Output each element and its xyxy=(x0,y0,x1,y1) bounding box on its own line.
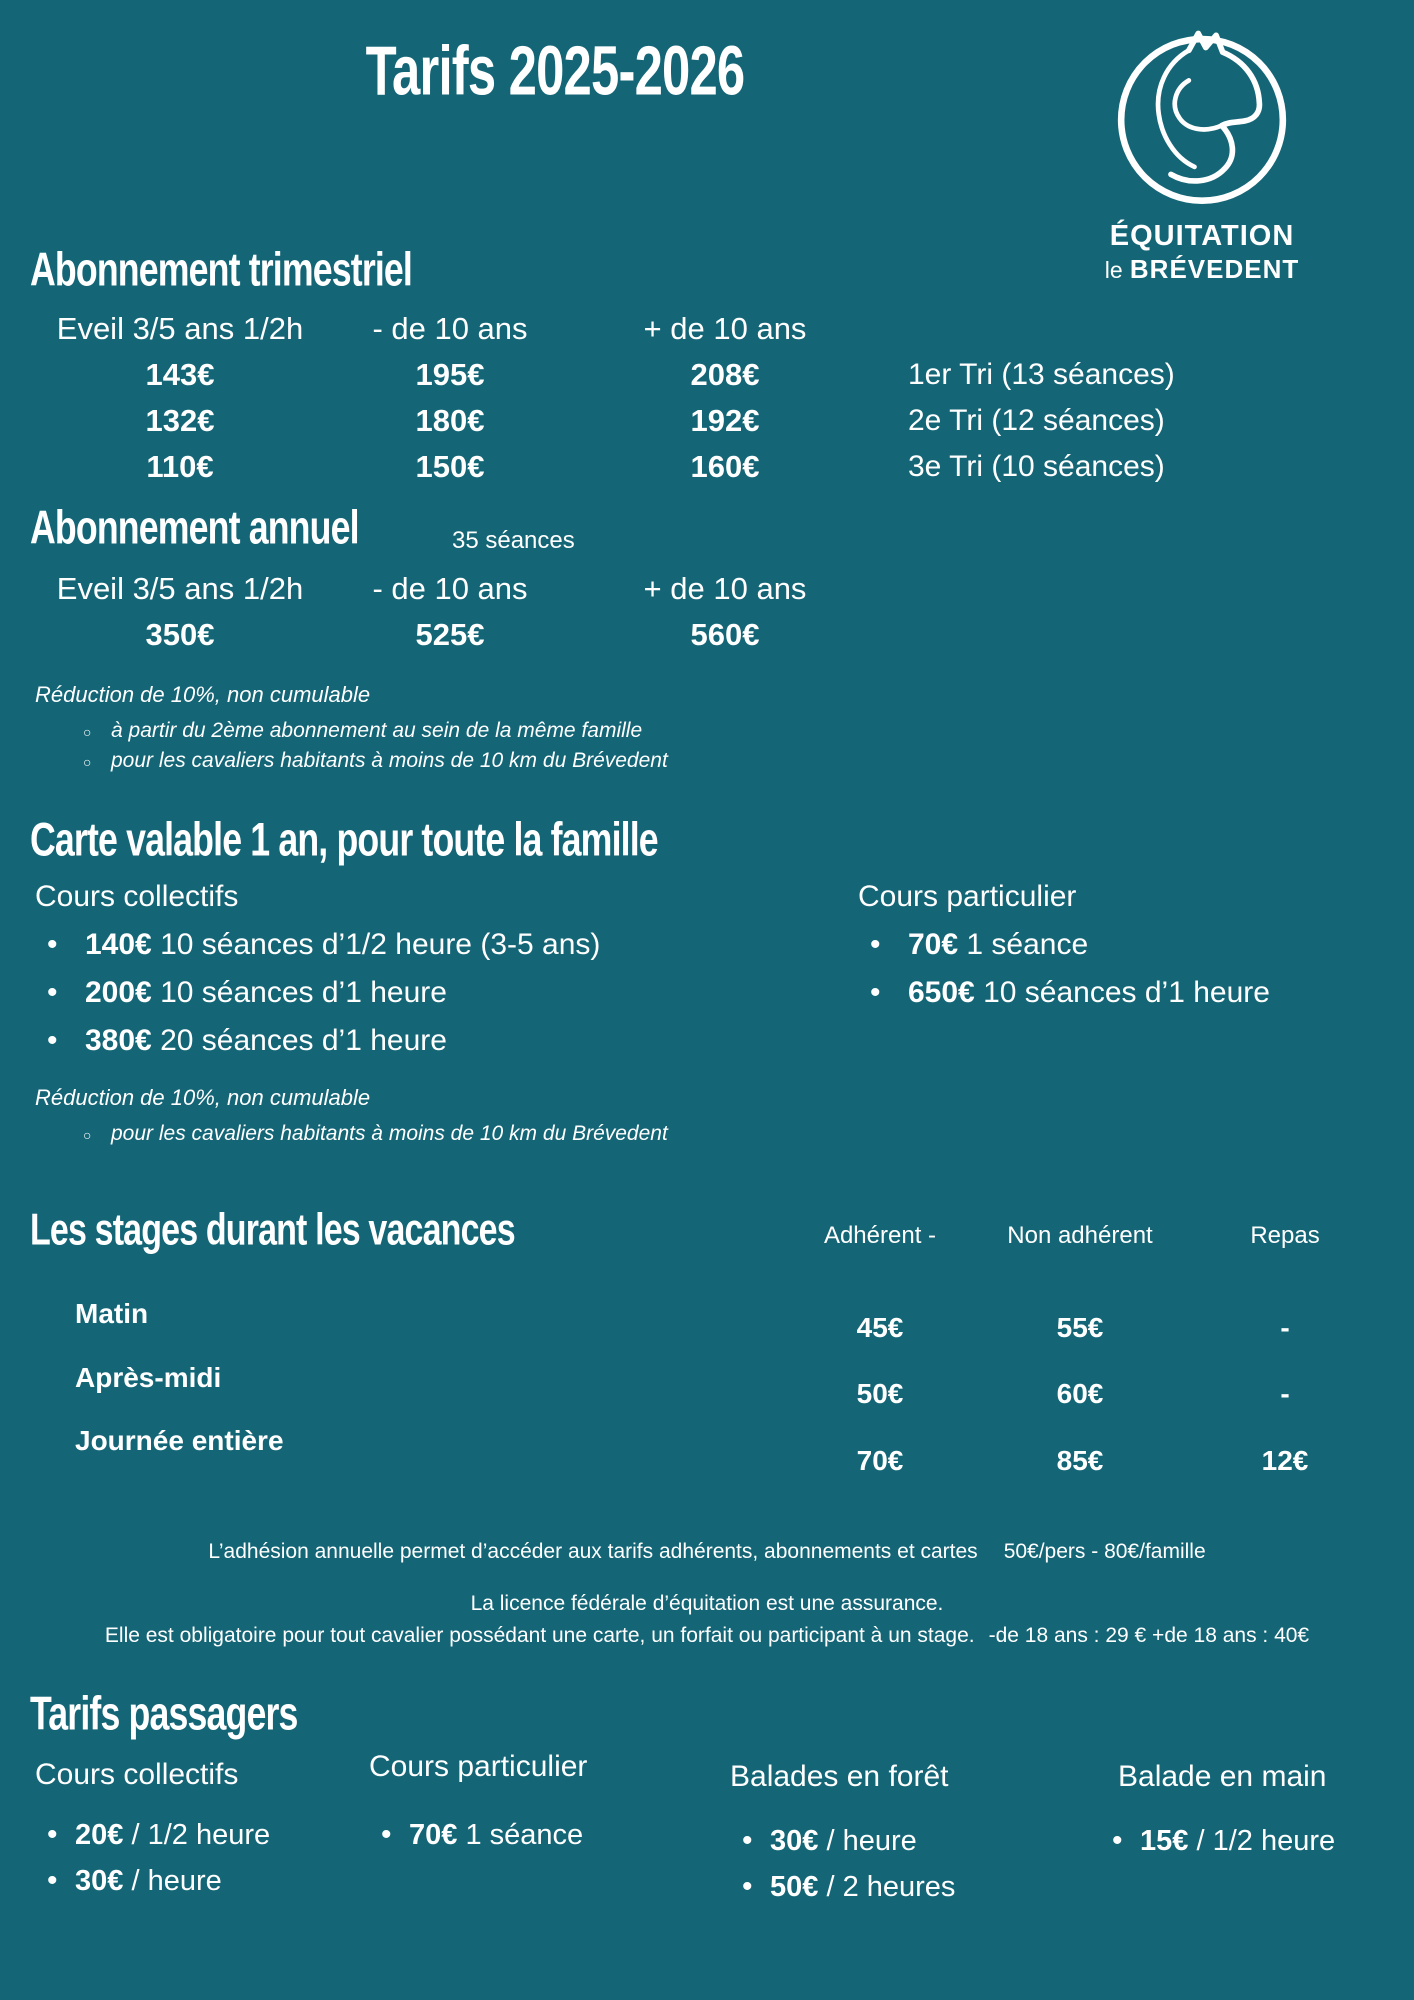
list-item xyxy=(35,1024,695,1058)
list-item: ○ pour les cavaliers habitants à moins de 10 km du Brévedent xyxy=(83,1119,935,1149)
price-cell: 350€ xyxy=(145,617,215,652)
list-item xyxy=(369,1818,709,1852)
price-list xyxy=(35,928,695,1058)
licence-note-line1: La licence fédérale d’équitation est une assurance. xyxy=(470,1592,944,1615)
table-row xyxy=(0,1425,1414,1485)
adhesion-tarif: 50€/pers - 80€/famille xyxy=(1003,1540,1206,1563)
logo-brevedent: BRÉVEDENT xyxy=(1129,254,1300,284)
group-title: Cours particulier xyxy=(369,1750,588,1783)
section-heading-passagers: Tarifs passagers xyxy=(30,1687,298,1740)
group-title: Cours particulier xyxy=(858,880,1077,913)
list-item: ○ à partir du 2ème abonnement au sein de la même famille xyxy=(83,716,935,746)
list-item xyxy=(35,928,695,962)
adhesion-text: L’adhésion annuelle permet d’accéder aux tarifs adhérents, abonnements et cartes xyxy=(208,1540,978,1563)
row-label: 2e Tri (12 séances) xyxy=(908,404,1165,437)
annuel-subheading: 35 séances xyxy=(452,527,575,554)
price-cell: 160€ xyxy=(690,449,760,484)
list-item: ○ pour les cavaliers habitants à moins de 10 km du Brévedent xyxy=(83,746,935,776)
stages-header-row xyxy=(0,1222,1414,1262)
section-heading-carte: Carte valable 1 an, pour toute la famille xyxy=(30,813,658,866)
list-item xyxy=(35,1818,355,1852)
note-bullet-list xyxy=(35,1119,935,1149)
price-cell: 525€ xyxy=(415,617,485,652)
licence-tarif: -de 18 ans : 29 € +de 18 ans : 40€ xyxy=(988,1624,1310,1647)
price-desc: 1 séance xyxy=(465,1819,584,1851)
column-header: - de 10 ans xyxy=(372,571,528,606)
price: 30€ xyxy=(770,1825,819,1857)
price-list xyxy=(369,1818,709,1852)
price-cell: 85€ xyxy=(1056,1445,1104,1476)
price-cell: 12€ xyxy=(1261,1445,1309,1476)
column-header: - de 10 ans xyxy=(372,311,528,346)
reduction-note-abonnement xyxy=(35,682,935,776)
column-header: Adhérent - xyxy=(823,1222,937,1249)
table-row xyxy=(0,1298,1414,1358)
price-desc: 20 séances d’1 heure xyxy=(160,1024,447,1057)
row-label: 1er Tri (13 séances) xyxy=(908,358,1175,391)
section-heading-trimestriel: Abonnement trimestriel xyxy=(30,243,413,296)
price: 50€ xyxy=(770,1871,819,1903)
price: 140€ xyxy=(85,928,152,961)
price-desc: / 1/2 heure xyxy=(1196,1825,1336,1857)
column-header: + de 10 ans xyxy=(643,311,807,346)
group-title: Balade en main xyxy=(1118,1760,1327,1793)
passagers-cours-particulier xyxy=(369,1750,709,1864)
price: 30€ xyxy=(75,1865,124,1897)
price-cell: - xyxy=(1280,1378,1290,1409)
list-item xyxy=(858,976,1398,1010)
price-cell: 70€ xyxy=(856,1445,904,1476)
page-title xyxy=(0,32,1110,111)
table-row xyxy=(20,398,1400,444)
licence-text: Elle est obligatoire pour tout cavalier possédant une carte, un forfait ou participant à un stage. xyxy=(104,1624,975,1647)
list-item xyxy=(730,1870,1110,1904)
column-header: Eveil 3/5 ans 1/2h xyxy=(56,571,304,606)
price-cell: 55€ xyxy=(1056,1312,1104,1343)
passagers-cours-collectifs xyxy=(35,1758,355,1910)
price: 20€ xyxy=(75,1819,124,1851)
price-list xyxy=(35,1818,355,1898)
column-header: Eveil 3/5 ans 1/2h xyxy=(56,311,304,346)
group-title: Cours collectifs xyxy=(35,1758,239,1791)
table-row xyxy=(20,612,1400,658)
row-label: Journée entière xyxy=(75,1425,284,1456)
list-item xyxy=(858,928,1398,962)
list-item xyxy=(730,1824,1110,1858)
logo-text-equitation: ÉQUITATION xyxy=(1109,220,1295,252)
annuel-table xyxy=(20,566,1400,658)
list-item xyxy=(1100,1824,1400,1858)
list-item xyxy=(35,976,695,1010)
price-desc: / 1/2 heure xyxy=(131,1819,271,1851)
licence-note-line2 xyxy=(0,1624,1414,1648)
carte-cours-collectifs xyxy=(35,880,695,1072)
reduction-note-carte xyxy=(35,1085,935,1149)
price-cell: - xyxy=(1280,1312,1290,1343)
price-cell: 50€ xyxy=(856,1378,904,1409)
price-list xyxy=(1100,1824,1400,1858)
price-cell: 60€ xyxy=(1056,1378,1104,1409)
column-header: Repas xyxy=(1250,1222,1320,1249)
note-title: Réduction de 10%, non cumulable xyxy=(35,1085,371,1110)
price-cell: 208€ xyxy=(690,357,760,392)
price-cell: 110€ xyxy=(146,449,214,484)
club-logo xyxy=(1072,22,1332,285)
price: 70€ xyxy=(908,928,959,961)
price-cell: 45€ xyxy=(856,1312,904,1343)
row-label: Matin xyxy=(75,1298,149,1329)
trimestriel-table xyxy=(20,306,1400,490)
adhesion-note xyxy=(0,1540,1414,1564)
row-label: 3e Tri (10 séances) xyxy=(908,450,1165,483)
note-bullet-list xyxy=(35,716,935,776)
annuel-header-row xyxy=(20,566,1400,612)
group-title: Balades en forêt xyxy=(730,1760,949,1793)
price-cell: 192€ xyxy=(690,403,760,438)
price-desc: / heure xyxy=(131,1865,222,1897)
price-desc: / 2 heures xyxy=(826,1871,956,1903)
price-cell: 150€ xyxy=(415,449,485,484)
price-cell: 143€ xyxy=(145,357,215,392)
page-title-text: Tarifs 2025-2026 xyxy=(365,32,745,111)
price-cell: 195€ xyxy=(415,357,485,392)
price: 70€ xyxy=(409,1819,458,1851)
price-desc: 1 séance xyxy=(966,928,1089,961)
price: 650€ xyxy=(908,976,975,1009)
logo-text-brevedent xyxy=(1072,254,1332,285)
price-cell: 560€ xyxy=(690,617,760,652)
section-heading-annuel: Abonnement annuel xyxy=(30,501,359,554)
price: 380€ xyxy=(85,1024,152,1057)
price-list xyxy=(730,1824,1110,1904)
price: 15€ xyxy=(1140,1825,1189,1857)
carte-cours-particulier xyxy=(858,880,1398,1024)
table-row xyxy=(20,352,1400,398)
price-desc: / heure xyxy=(826,1825,917,1857)
price-cell: 180€ xyxy=(415,403,485,438)
column-header: + de 10 ans xyxy=(643,571,807,606)
price: 200€ xyxy=(85,976,152,1009)
group-title: Cours collectifs xyxy=(35,880,239,913)
horse-head-icon xyxy=(1108,22,1296,214)
trimestriel-header-row xyxy=(20,306,1400,352)
column-header: Non adhérent xyxy=(1007,1222,1153,1249)
price-desc: 10 séances d’1 heure xyxy=(160,976,447,1009)
table-row xyxy=(20,444,1400,490)
table-row xyxy=(0,1362,1414,1422)
passagers-balades-foret xyxy=(730,1760,1110,1916)
price-list xyxy=(858,928,1398,1010)
price-desc: 10 séances d’1 heure xyxy=(983,976,1270,1009)
note-title: Réduction de 10%, non cumulable xyxy=(35,682,371,707)
row-label: Après-midi xyxy=(75,1362,222,1393)
passagers-balade-main xyxy=(1100,1760,1400,1870)
section-heading-stages: Les stages durant les vacances xyxy=(30,1205,515,1255)
price-cell: 132€ xyxy=(145,403,215,438)
logo-le: le xyxy=(1104,257,1123,283)
price-desc: 10 séances d’1/2 heure (3-5 ans) xyxy=(160,928,601,961)
list-item xyxy=(35,1864,355,1898)
